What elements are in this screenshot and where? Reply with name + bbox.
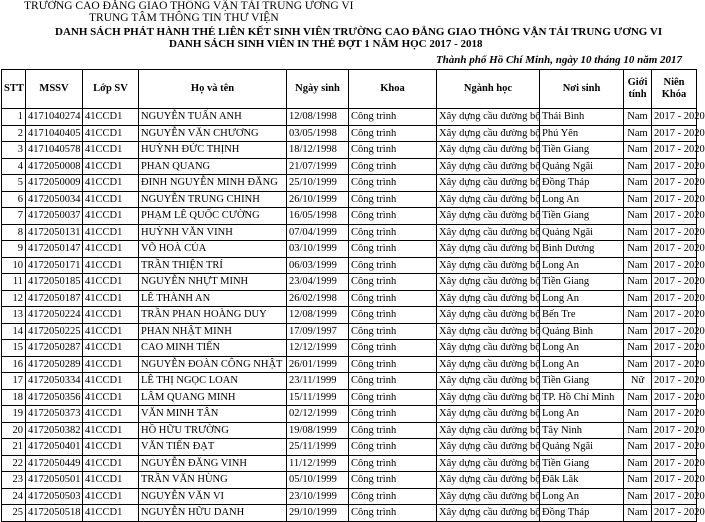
column-header-full-name: Họ và tên [139, 70, 287, 109]
cell-class: 41CCD1 [83, 340, 139, 357]
cell-birthplace: Long An [540, 257, 624, 274]
place-date-line: Thành phố Hồ Chí Minh, ngày 10 tháng 10 năm 2017 [435, 54, 682, 66]
cell-mssv: 4172050224 [26, 307, 83, 324]
column-header-stt: STT [2, 70, 26, 109]
cell-major: Xây dựng cầu đường bộ [437, 406, 540, 423]
cell-academic-year: 2017 - 2020 [652, 109, 697, 126]
table-row [2, 406, 697, 423]
cell-stt: 5 [2, 175, 26, 192]
column-header-gender: Giới tính [624, 70, 652, 109]
cell-stt: 11 [2, 274, 26, 291]
cell-birth-date: 26/10/1999 [287, 191, 349, 208]
cell-class: 41CCD1 [83, 158, 139, 175]
cell-mssv: 4172050289 [26, 356, 83, 373]
cell-class: 41CCD1 [83, 109, 139, 126]
cell-full-name: TRẦN PHAN HOÀNG DUY [139, 307, 287, 324]
cell-birthplace: Long An [540, 406, 624, 423]
cell-full-name: CAO MINH TIẾN [139, 340, 287, 357]
cell-academic-year: 2017 - 2020 [652, 373, 697, 390]
cell-full-name: PHẠM LÊ QUỐC CƯỜNG [139, 208, 287, 225]
cell-class: 41CCD1 [83, 488, 139, 505]
cell-mssv: 4172050287 [26, 340, 83, 357]
cell-faculty: Công trình [349, 290, 437, 307]
cell-gender: Nam [624, 274, 652, 291]
cell-birthplace: Đồng Tháp [540, 505, 624, 522]
cell-gender: Nam [624, 125, 652, 142]
cell-class: 41CCD1 [83, 175, 139, 192]
cell-birthplace: Đồng Tháp [540, 175, 624, 192]
cell-full-name: NGUYỄN ĐĂNG VINH [139, 455, 287, 472]
cell-gender: Nam [624, 406, 652, 423]
table-row [2, 191, 697, 208]
cell-major: Xây dựng cầu đường bộ [437, 125, 540, 142]
cell-mssv: 4172050171 [26, 257, 83, 274]
cell-major: Xây dựng cầu đường bộ [437, 505, 540, 522]
cell-faculty: Công trình [349, 191, 437, 208]
cell-stt: 2 [2, 125, 26, 142]
cell-birthplace: Long An [540, 488, 624, 505]
cell-birth-date: 23/11/1999 [287, 373, 349, 390]
cell-faculty: Công trình [349, 340, 437, 357]
cell-major: Xây dựng cầu đường bộ [437, 340, 540, 357]
cell-major: Xây dựng cầu đường bộ [437, 439, 540, 456]
cell-stt: 24 [2, 488, 26, 505]
cell-mssv: 4172050009 [26, 175, 83, 192]
table-row [2, 472, 697, 489]
document-subtitle: DANH SÁCH SINH VIÊN IN THẺ ĐỢT 1 NĂM HỌC 2017 - 2018 [169, 38, 483, 50]
cell-gender: Nam [624, 142, 652, 159]
cell-academic-year: 2017 - 2020 [652, 323, 697, 340]
table-body [2, 109, 705, 522]
document-title: DANH SÁCH PHÁT HÀNH THẺ LIÊN KẾT SINH VIÊN TRƯỜNG CAO ĐẲNG GIAO THÔNG VẬN TẢI TRUNG ƯƠNG VI [55, 26, 663, 38]
cell-academic-year: 2017 - 2020 [652, 158, 697, 175]
cell-stt: 17 [2, 373, 26, 390]
cell-academic-year: 2017 - 2020 [652, 290, 697, 307]
cell-gender: Nam [624, 158, 652, 175]
table-row [2, 505, 697, 522]
table-row [2, 175, 697, 192]
cell-full-name: VĂN MINH TÂN [139, 406, 287, 423]
cell-stt: 19 [2, 406, 26, 423]
cell-birthplace: Quảng Bình [540, 323, 624, 340]
cell-birthplace: Phú Yên [540, 125, 624, 142]
cell-major: Xây dựng cầu đường bộ [437, 191, 540, 208]
cell-mssv: 4172050187 [26, 290, 83, 307]
cell-birth-date: 26/01/1999 [287, 356, 349, 373]
cell-birth-date: 21/07/1999 [287, 158, 349, 175]
cell-birth-date: 12/08/1999 [287, 307, 349, 324]
cell-major: Xây dựng cầu đường bộ [437, 323, 540, 340]
cell-academic-year: 2017 - 2020 [652, 455, 697, 472]
cell-faculty: Công trình [349, 323, 437, 340]
cell-full-name: VĂN TIẾN ĐẠT [139, 439, 287, 456]
cell-academic-year: 2017 - 2020 [652, 356, 697, 373]
cell-full-name: HỒ HỮU TRƯỜNG [139, 422, 287, 439]
table-row [2, 125, 697, 142]
cell-major: Xây dựng cầu đường bộ [437, 109, 540, 126]
cell-major: Xây dựng cầu đường bộ [437, 224, 540, 241]
cell-birthplace: Long An [540, 191, 624, 208]
cell-stt: 13 [2, 307, 26, 324]
cell-class: 41CCD1 [83, 505, 139, 522]
cell-mssv: 4172050131 [26, 224, 83, 241]
cell-birth-date: 23/04/1999 [287, 274, 349, 291]
cell-birthplace: TP. Hồ Chí Minh [540, 389, 624, 406]
cell-class: 41CCD1 [83, 373, 139, 390]
cell-major: Xây dựng cầu đường bộ [437, 158, 540, 175]
cell-stt: 8 [2, 224, 26, 241]
cell-birthplace: Long An [540, 356, 624, 373]
cell-full-name: NGUYỄN VĂN CHƯƠNG [139, 125, 287, 142]
cell-stt: 23 [2, 472, 26, 489]
cell-major: Xây dựng cầu đường bộ [437, 488, 540, 505]
column-header-academic-year: Niên Khóa [652, 70, 697, 109]
cell-academic-year: 2017 - 2020 [652, 406, 697, 423]
cell-full-name: NGUYỄN TRUNG CHINH [139, 191, 287, 208]
cell-major: Xây dựng cầu đường bộ [437, 422, 540, 439]
cell-class: 41CCD1 [83, 257, 139, 274]
cell-mssv: 4172050037 [26, 208, 83, 225]
cell-full-name: LÊ THÀNH AN [139, 290, 287, 307]
cell-academic-year: 2017 - 2020 [652, 142, 697, 159]
cell-faculty: Công trình [349, 422, 437, 439]
cell-gender: Nam [624, 389, 652, 406]
cell-faculty: Công trình [349, 142, 437, 159]
cell-stt: 16 [2, 356, 26, 373]
table-row [2, 274, 697, 291]
cell-gender: Nam [624, 109, 652, 126]
table-row [2, 439, 697, 456]
cell-stt: 9 [2, 241, 26, 258]
column-header-birth-date: Ngày sinh [287, 70, 349, 109]
cell-full-name: HUỲNH VĂN VINH [139, 224, 287, 241]
cell-academic-year: 2017 - 2020 [652, 439, 697, 456]
cell-mssv: 4172050449 [26, 455, 83, 472]
cell-stt: 14 [2, 323, 26, 340]
cell-full-name: NGUYỄN NHỰT MINH [139, 274, 287, 291]
cell-gender: Nam [624, 455, 652, 472]
cell-faculty: Công trình [349, 241, 437, 258]
cell-birthplace: Tây Ninh [540, 422, 624, 439]
cell-birth-date: 03/05/1998 [287, 125, 349, 142]
cell-major: Xây dựng cầu đường bộ [437, 455, 540, 472]
cell-stt: 15 [2, 340, 26, 357]
cell-major: Xây dựng cầu đường bộ [437, 142, 540, 159]
cell-gender: Nam [624, 340, 652, 357]
cell-class: 41CCD1 [83, 290, 139, 307]
cell-birth-date: 11/12/1999 [287, 455, 349, 472]
cell-full-name: NGUYỄN TUẤN ANH [139, 109, 287, 126]
cell-full-name: TRẦN VĂN HÙNG [139, 472, 287, 489]
cell-birth-date: 12/12/1999 [287, 340, 349, 357]
cell-stt: 1 [2, 109, 26, 126]
school-name: TRƯỜNG CAO ĐẲNG GIAO THÔNG VẬN TẢI TRUNG ƯƠNG VI [24, 0, 354, 12]
column-header-birthplace: Nơi sinh [540, 70, 624, 109]
cell-birth-date: 18/12/1998 [287, 142, 349, 159]
cell-birthplace: Long An [540, 290, 624, 307]
column-header-major: Ngành học [437, 70, 540, 109]
cell-faculty: Công trình [349, 307, 437, 324]
cell-gender: Nam [624, 241, 652, 258]
cell-stt: 18 [2, 389, 26, 406]
cell-class: 41CCD1 [83, 356, 139, 373]
cell-mssv: 4172050518 [26, 505, 83, 522]
cell-major: Xây dựng cầu đường bộ [437, 175, 540, 192]
cell-class: 41CCD1 [83, 241, 139, 258]
cell-birthplace: Bình Dương [540, 241, 624, 258]
cell-birth-date: 23/10/1999 [287, 488, 349, 505]
cell-academic-year: 2017 - 2020 [652, 175, 697, 192]
cell-full-name: LÂM QUANG MINH [139, 389, 287, 406]
cell-full-name: TRẦN THIỆN TRÍ [139, 257, 287, 274]
cell-faculty: Công trình [349, 208, 437, 225]
table-row [2, 224, 697, 241]
cell-birthplace: Đăk Lăk [540, 472, 624, 489]
cell-academic-year: 2017 - 2020 [652, 307, 697, 324]
cell-faculty: Công trình [349, 356, 437, 373]
column-header-faculty: Khoa [349, 70, 437, 109]
cell-birthplace: Thái Bình [540, 109, 624, 126]
cell-faculty: Công trình [349, 109, 437, 126]
table-row [2, 356, 697, 373]
cell-class: 41CCD1 [83, 472, 139, 489]
cell-gender: Nam [624, 290, 652, 307]
cell-gender: Nam [624, 191, 652, 208]
cell-major: Xây dựng cầu đường bộ [437, 290, 540, 307]
cell-academic-year: 2017 - 2020 [652, 472, 697, 489]
cell-class: 41CCD1 [83, 208, 139, 225]
table-row [2, 208, 697, 225]
cell-major: Xây dựng cầu đường bộ [437, 208, 540, 225]
table-header-row [2, 70, 697, 109]
cell-birth-date: 12/08/1998 [287, 109, 349, 126]
cell-birthplace: Bến Tre [540, 307, 624, 324]
cell-class: 41CCD1 [83, 422, 139, 439]
cell-class: 41CCD1 [83, 406, 139, 423]
cell-major: Xây dựng cầu đường bộ [437, 389, 540, 406]
cell-mssv: 4172050225 [26, 323, 83, 340]
cell-faculty: Công trình [349, 406, 437, 423]
cell-mssv: 4171040274 [26, 109, 83, 126]
cell-class: 41CCD1 [83, 224, 139, 241]
cell-birthplace: Long An [540, 340, 624, 357]
cell-birth-date: 15/11/1999 [287, 389, 349, 406]
cell-stt: 6 [2, 191, 26, 208]
cell-birth-date: 02/12/1999 [287, 406, 349, 423]
cell-faculty: Công trình [349, 125, 437, 142]
cell-mssv: 4172050356 [26, 389, 83, 406]
cell-faculty: Công trình [349, 373, 437, 390]
cell-class: 41CCD1 [83, 455, 139, 472]
cell-stt: 12 [2, 290, 26, 307]
cell-stt: 20 [2, 422, 26, 439]
cell-gender: Nam [624, 422, 652, 439]
cell-birth-date: 03/10/1999 [287, 241, 349, 258]
cell-birthplace: Quảng Ngãi [540, 439, 624, 456]
cell-class: 41CCD1 [83, 274, 139, 291]
cell-birthplace: Quảng Ngãi [540, 158, 624, 175]
cell-full-name: LÊ THỊ NGỌC LOAN [139, 373, 287, 390]
student-list-table [1, 69, 705, 522]
cell-mssv: 4172050147 [26, 241, 83, 258]
cell-stt: 21 [2, 439, 26, 456]
cell-birthplace: Tiền Giang [540, 208, 624, 225]
column-header-mssv: MSSV [26, 70, 83, 109]
cell-full-name: HUỲNH ĐỨC THỊNH [139, 142, 287, 159]
cell-birth-date: 06/03/1999 [287, 257, 349, 274]
table-row [2, 340, 697, 357]
cell-major: Xây dựng cầu đường bộ [437, 274, 540, 291]
cell-major: Xây dựng cầu đường bộ [437, 472, 540, 489]
cell-gender: Nam [624, 472, 652, 489]
cell-mssv: 4172050034 [26, 191, 83, 208]
cell-academic-year: 2017 - 2020 [652, 208, 697, 225]
cell-faculty: Công trình [349, 505, 437, 522]
cell-mssv: 4172050382 [26, 422, 83, 439]
cell-full-name: PHAN QUANG [139, 158, 287, 175]
cell-academic-year: 2017 - 2020 [652, 191, 697, 208]
cell-mssv: 4172050501 [26, 472, 83, 489]
cell-birthplace: Tiền Giang [540, 274, 624, 291]
cell-gender: Nam [624, 323, 652, 340]
cell-academic-year: 2017 - 2020 [652, 125, 697, 142]
cell-major: Xây dựng cầu đường bộ [437, 356, 540, 373]
cell-gender: Nam [624, 257, 652, 274]
cell-full-name: NGUYỄN VĂN VI [139, 488, 287, 505]
cell-faculty: Công trình [349, 455, 437, 472]
table-row [2, 158, 697, 175]
cell-mssv: 4172050008 [26, 158, 83, 175]
cell-academic-year: 2017 - 2020 [652, 422, 697, 439]
table-row [2, 142, 697, 159]
cell-faculty: Công trình [349, 274, 437, 291]
table-row [2, 422, 697, 439]
library-center-name: TRUNG TÂM THÔNG TIN THƯ VIỆN [89, 12, 279, 24]
cell-faculty: Công trình [349, 389, 437, 406]
cell-academic-year: 2017 - 2020 [652, 505, 697, 522]
cell-major: Xây dựng cầu đường bộ [437, 257, 540, 274]
cell-academic-year: 2017 - 2020 [652, 224, 697, 241]
cell-faculty: Công trình [349, 488, 437, 505]
cell-birth-date: 16/05/1998 [287, 208, 349, 225]
table-row [2, 307, 697, 324]
cell-academic-year: 2017 - 2020 [652, 488, 697, 505]
cell-stt: 25 [2, 505, 26, 522]
cell-birth-date: 29/10/1999 [287, 505, 349, 522]
table-row [2, 455, 697, 472]
cell-academic-year: 2017 - 2020 [652, 389, 697, 406]
cell-faculty: Công trình [349, 472, 437, 489]
cell-stt: 4 [2, 158, 26, 175]
cell-full-name: VÕ HOÀ CỦA [139, 241, 287, 258]
cell-birth-date: 26/02/1998 [287, 290, 349, 307]
cell-mssv: 4172050401 [26, 439, 83, 456]
cell-gender: Nữ [624, 373, 652, 390]
cell-major: Xây dựng cầu đường bộ [437, 373, 540, 390]
table-row [2, 373, 697, 390]
cell-birthplace: Tiền Giang [540, 142, 624, 159]
cell-mssv: 4171040405 [26, 125, 83, 142]
cell-gender: Nam [624, 307, 652, 324]
cell-mssv: 4171040578 [26, 142, 83, 159]
cell-stt: 3 [2, 142, 26, 159]
cell-gender: Nam [624, 356, 652, 373]
cell-full-name: ĐINH NGUYỄN MINH ĐĂNG [139, 175, 287, 192]
cell-academic-year: 2017 - 2020 [652, 340, 697, 357]
cell-birth-date: 19/08/1999 [287, 422, 349, 439]
cell-gender: Nam [624, 439, 652, 456]
cell-academic-year: 2017 - 2020 [652, 241, 697, 258]
cell-stt: 7 [2, 208, 26, 225]
cell-major: Xây dựng cầu đường bộ [437, 241, 540, 258]
cell-gender: Nam [624, 175, 652, 192]
table-row [2, 257, 697, 274]
cell-gender: Nam [624, 208, 652, 225]
cell-faculty: Công trình [349, 175, 437, 192]
cell-full-name: NGUYỄN HỮU DANH [139, 505, 287, 522]
cell-full-name: NGUYỄN ĐOÀN CÔNG NHẬT [139, 356, 287, 373]
table-row [2, 323, 697, 340]
cell-academic-year: 2017 - 2020 [652, 274, 697, 291]
cell-stt: 22 [2, 455, 26, 472]
cell-faculty: Công trình [349, 257, 437, 274]
cell-gender: Nam [624, 505, 652, 522]
cell-academic-year: 2017 - 2020 [652, 257, 697, 274]
table-row [2, 488, 697, 505]
cell-birth-date: 05/10/1999 [287, 472, 349, 489]
cell-birth-date: 25/11/1999 [287, 439, 349, 456]
cell-class: 41CCD1 [83, 323, 139, 340]
cell-gender: Nam [624, 488, 652, 505]
cell-mssv: 4172050185 [26, 274, 83, 291]
table-row [2, 109, 697, 126]
cell-major: Xây dựng cầu đường bộ [437, 307, 540, 324]
cell-class: 41CCD1 [83, 142, 139, 159]
cell-gender: Nam [624, 224, 652, 241]
cell-birthplace: Tiền Giang [540, 373, 624, 390]
cell-birthplace: Tiền Giang [540, 455, 624, 472]
table-row [2, 389, 697, 406]
column-header-class: Lớp SV [83, 70, 139, 109]
cell-mssv: 4172050503 [26, 488, 83, 505]
cell-birth-date: 25/10/1999 [287, 175, 349, 192]
cell-class: 41CCD1 [83, 439, 139, 456]
cell-class: 41CCD1 [83, 191, 139, 208]
table-row [2, 241, 697, 258]
cell-birthplace: Quảng Ngãi [540, 224, 624, 241]
cell-class: 41CCD1 [83, 389, 139, 406]
cell-stt: 10 [2, 257, 26, 274]
cell-faculty: Công trình [349, 439, 437, 456]
cell-birth-date: 17/09/1997 [287, 323, 349, 340]
cell-birth-date: 07/04/1999 [287, 224, 349, 241]
cell-mssv: 4172050373 [26, 406, 83, 423]
table-row [2, 290, 697, 307]
cell-class: 41CCD1 [83, 307, 139, 324]
cell-faculty: Công trình [349, 158, 437, 175]
cell-mssv: 4172050334 [26, 373, 83, 390]
cell-faculty: Công trình [349, 224, 437, 241]
cell-class: 41CCD1 [83, 125, 139, 142]
cell-full-name: PHAN NHẬT MINH [139, 323, 287, 340]
